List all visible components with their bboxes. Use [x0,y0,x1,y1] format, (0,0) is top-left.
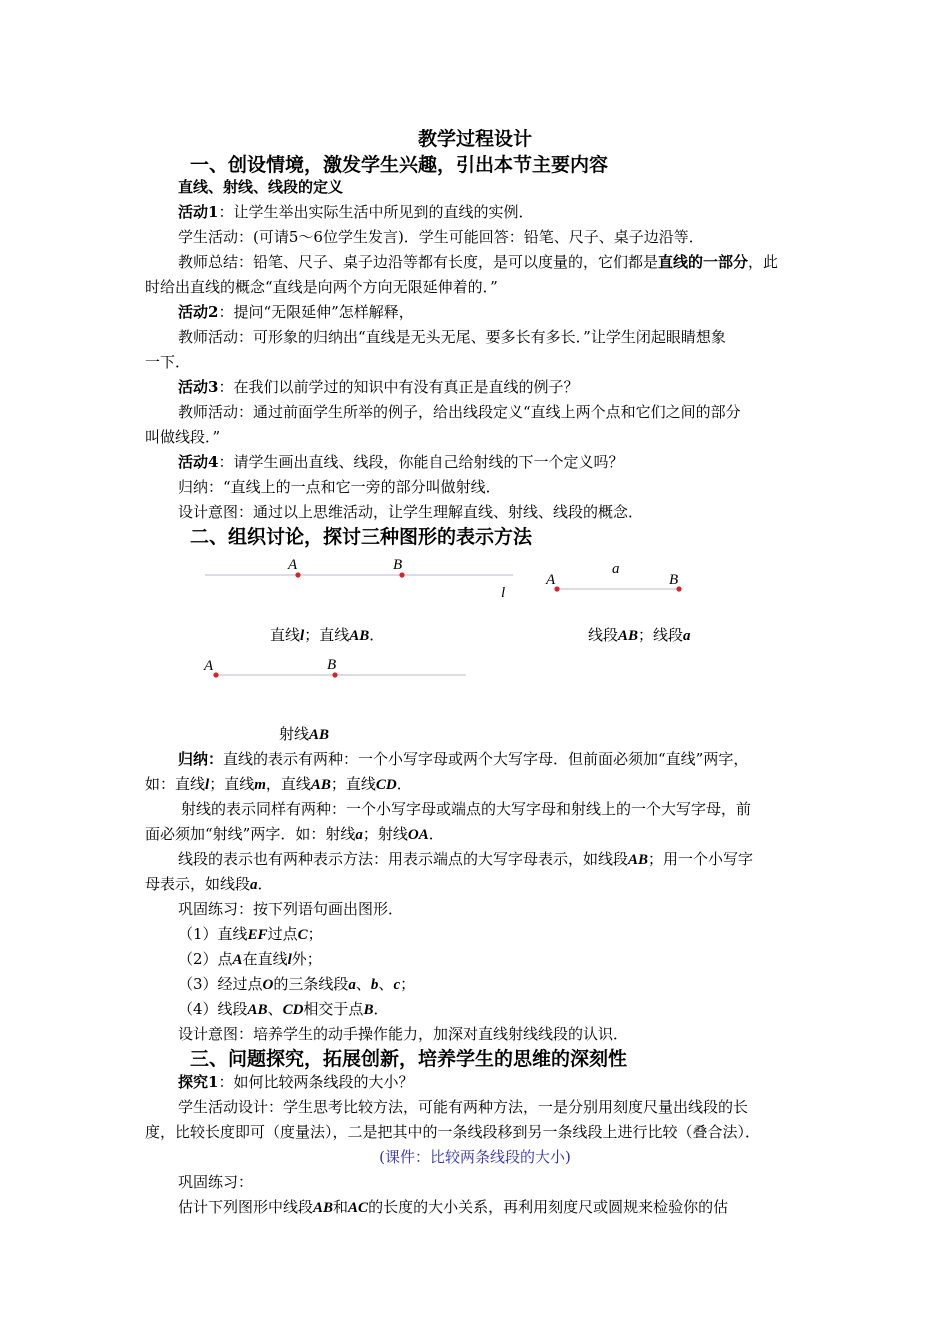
estimate-symbol: AB [313,1200,334,1216]
practice-heading: 巩固练习： [178,1173,254,1191]
practice-symbol: A [232,952,243,968]
section3-heading: 三、问题探究，拓展创新，培养学生的思维的深刻性 [190,1048,628,1070]
practice-text: 相交于点 [303,1000,364,1018]
seg-symbol: a [250,877,258,893]
label-A-seg: A [546,572,556,588]
practice-text: 、 [267,1000,283,1018]
ray-symbol: OA [407,827,429,843]
seg-text: 母表示，如线段 [145,875,251,893]
activity3-label: 活动3 [178,378,219,396]
teacher-activity3-line2: 叫做线段．” [145,428,221,446]
practice-symbol: c [393,977,401,993]
practice-text: 、 [378,975,394,993]
guina-text: 如：直线 [145,775,206,793]
teacher-activity3-line1: 教师活动：通过前面学生所举的例子，给出线段定义“直线上两个点和它们之间的部分 [178,403,741,421]
practice-symbol: B [363,1002,374,1018]
practice-text: （2）点 [178,950,233,968]
explore1 [178,1070,413,1094]
practice-text: （3）经过点 [178,975,263,993]
caption-line [270,623,384,648]
label-B-seg: B [669,572,679,588]
point-A-line [295,572,300,577]
student-design-line2: 度，比较长度即可（度量法），二是把其中的一条线段移到另一条线段上进行比较（叠合法）． [145,1123,761,1141]
label-B-line: B [393,557,403,573]
seg-symbol: AB [628,852,649,868]
guina-line2 [145,772,412,797]
ray-notation-line2 [145,822,444,847]
caption-line-end: ． [369,626,385,644]
point-B-ray [332,672,337,677]
guina-text: 直线的表示有两种：一个小写字母或两个大写字母．但前面必须加“直线”两字， [223,750,749,768]
practice-item-2 [178,947,322,972]
section1-heading: 一、创设情境，激发学生兴趣，引出本节主要内容 [190,154,609,176]
teacher-summary-bold: 直线的一部分 [658,253,749,271]
practice-text: ； [307,925,323,943]
section1-subheading: 直线、射线、线段的定义 [178,178,344,196]
point-A-ray [213,672,218,677]
point-A-seg [554,586,559,591]
design-intent-2: 设计意图：培养学生的动手操作能力，加深对直线射线线段的认识． [178,1025,629,1043]
segment-notation-line1 [178,847,753,872]
student-activity: 学生活动：(可请5～6位学生发言)．学生可能回答：铅笔、尺子、桌子边沿等． [178,228,704,246]
guina-text: ，直线 [265,775,311,793]
activity1-label: 活动1 [178,203,219,221]
estimate-text: 的长度的大小关系，再利用刻度尺或圆规来检验你的估 [368,1198,729,1216]
estimate-line [178,1195,728,1220]
courseware-link[interactable]: (课件：比较两条线段的大小) [379,1148,571,1166]
activity1-text: ：让学生举出实际生活中所见到的直线的实例． [218,203,534,221]
caption-line-AB: AB [349,628,370,644]
ray-text: ；射线 [362,825,408,843]
seg-text: ． [257,875,273,893]
ray-text: ． [428,825,444,843]
activity3 [178,375,578,399]
activity2-text: ：提问“无限延伸”怎样解释， [218,303,414,321]
practice-symbol: a [348,977,356,993]
caption-ray-AB: AB [309,727,330,743]
teacher-summary-text: 教师总结：铅笔、尺子、桌子边沿等都有长度，是可以度量的，它们都是 [178,253,659,271]
practice-item-1 [178,922,323,947]
practice-symbol: EF [247,927,268,943]
practice-symbol: l [287,952,292,968]
practice-text: （1）直线 [178,925,248,943]
activity4 [178,450,623,474]
guina-text: ． [396,775,412,793]
label-l: l [501,585,506,601]
design-intent-1: 设计意图：通过以上思维活动，让学生理解直线、射线、线段的概念． [178,503,644,521]
caption-ray [279,722,329,747]
practice-text: ； [400,975,416,993]
guina-symbol: CD [375,777,397,793]
teacher-activity2-line2: 一下． [145,353,191,371]
guina-label: 归纳： [178,750,224,768]
page-title: 教学过程设计 [417,128,532,150]
practice-text: （4）线段 [178,1000,248,1018]
estimate-text: 和 [333,1198,349,1216]
practice-text: ． [373,1000,389,1018]
activity3-text: ：在我们以前学过的知识中有没有真正是直线的例子？ [218,378,579,396]
label-a-seg: a [612,561,620,577]
practice-intro: 巩固练习：按下列语句画出图形． [178,900,404,918]
practice-symbol: b [370,977,379,993]
activity2-label: 活动2 [178,303,219,321]
ray-symbol: a [355,827,363,843]
guina-text: ；直线 [330,775,376,793]
practice-text: 外； [291,950,322,968]
figures [0,550,950,690]
activity2 [178,300,414,324]
explore1-text: ：如何比较两条线段的大小？ [218,1073,414,1091]
practice-text: 过点 [267,925,298,943]
estimate-symbol: AC [348,1200,369,1216]
section2-heading: 二、组织讨论，探讨三种图形的表示方法 [190,526,533,548]
caption-line-l: l [300,628,305,644]
practice-symbol: C [297,927,308,943]
teacher-summary-tail: ，此 [748,253,779,271]
caption-line-text2: ；直线 [304,626,350,644]
practice-item-3 [178,972,415,997]
practice-item-4 [178,997,388,1022]
guina-text: ；直线 [209,775,255,793]
practice-text: 的三条线段 [273,975,349,993]
caption-seg-text: 线段 [588,626,619,644]
explore1-label: 探究1 [178,1073,219,1091]
student-design-line1: 学生活动设计：学生思考比较方法，可能有两种方法，一是分别用刻度尺量出线段的长 [178,1098,749,1116]
caption-seg-AB: AB [618,628,639,644]
ray-notation-line1: 射线的表示同样有两种：一个小写字母或端点的大写字母和射线上的一个大写字母，前 [181,800,752,818]
caption-segment [588,623,691,648]
guina-line1 [178,747,748,771]
point-B-line [399,572,404,577]
seg-text: ；用一个小写字 [648,850,754,868]
practice-symbol: AB [247,1002,268,1018]
caption-seg-a: a [683,628,691,644]
seg-text: 线段的表示也有两种表示方法：用表示端点的大写字母表示，如线段 [178,850,629,868]
teacher-activity2-line1: 教师活动：可形象的归纳出“直线是无头无尾、要多长有多长．”让学生闭起眼睛想象 [178,328,726,346]
practice-text: 、 [355,975,371,993]
estimate-text: 估计下列图形中线段 [178,1198,314,1216]
guina-symbol: l [205,777,210,793]
practice-symbol: CD [282,1002,304,1018]
label-B-ray: B [327,657,337,673]
caption-ray-text: 射线 [279,725,310,743]
teacher-summary-line1 [178,250,778,274]
summary: 归纳：“直线上的一点和它一旁的部分叫做射线． [178,478,501,496]
ray-text: 面必须加“射线”两字．如：射线 [145,825,356,843]
teacher-summary-line2: 时给出直线的概念“直线是向两个方向无限延伸着的．” [145,278,498,296]
guina-symbol: AB [310,777,331,793]
label-A-line: A [288,557,298,573]
activity1 [178,200,533,224]
activity4-text: ：请学生画出直线、线段，你能自己给射线的下一个定义吗？ [218,453,624,471]
caption-line-text: 直线 [270,626,301,644]
practice-symbol: O [262,977,274,993]
caption-seg-text2: ；线段 [638,626,684,644]
activity4-label: 活动4 [178,453,219,471]
label-A-ray: A [204,658,214,674]
practice-text: 在直线 [242,950,288,968]
segment-notation-line2 [145,872,273,897]
guina-symbol: m [254,777,266,793]
